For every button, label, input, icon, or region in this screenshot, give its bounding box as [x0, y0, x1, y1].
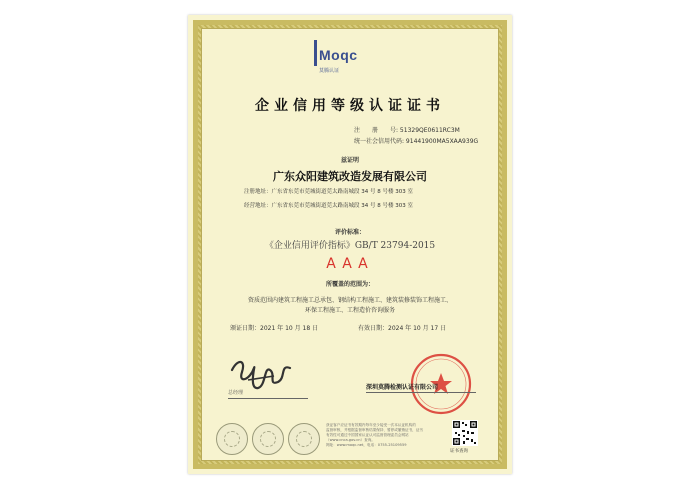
issuer-line — [366, 392, 476, 393]
logo-bar — [314, 40, 317, 66]
certificate-title: 企业信用等级认证证书 — [255, 98, 445, 114]
accreditation-badge — [252, 423, 284, 455]
scope-label: 所覆盖的范围为： — [325, 281, 374, 288]
company-name: 广东众阳建筑改造发展有限公司 — [273, 170, 427, 183]
notice-line: 监督审核，并根据监督审核结果保持、暂停或撤销证书，证书 — [326, 428, 424, 432]
logo-brand: Moqc — [319, 47, 358, 63]
registered-address: 注册地址：广东省东莞市莞城街道莞太路南城段 34 号 8 号楼 303 室 — [244, 189, 413, 195]
credit-grade: AAA — [326, 256, 374, 272]
accreditation-badge — [288, 423, 320, 455]
logo-sub: 莫腾认证 — [319, 68, 340, 74]
business-address: 经营地址：广东省东莞市莞城街道莞太路南城段 34 号 8 号楼 303 室 — [244, 203, 413, 209]
notice-line: 有效性可通过中国国家认证认可监督管理委员会网站 — [326, 433, 409, 437]
issuer-name: 深圳莫腾检测认证有限公司 — [366, 384, 439, 391]
certificate — [188, 15, 512, 474]
valid-date: 有效日期：2024 年 10 月 17 日 — [358, 325, 447, 332]
scope-line-1: 资质范围内建筑工程施工总承包、钢结构工程施工、建筑装修装饰工程施工、 — [247, 297, 452, 304]
qr-code[interactable] — [452, 420, 478, 446]
issue-date: 颁证日期：2021 年 10 月 18 日 — [230, 325, 319, 332]
qr-label: 证书查询 — [450, 449, 468, 454]
standard-label: 评价标准： — [334, 229, 365, 236]
notice-line: （www.cnca.gov.cn）查询。 — [326, 438, 375, 442]
certificate-notice — [326, 423, 446, 448]
evaluation-standard: 《企业信用评价指标》GB/T 23794-2015 — [264, 241, 436, 251]
signer-label: 总经理 — [228, 390, 244, 396]
accreditation-badge — [216, 423, 248, 455]
notice-line: 获证客户应证书有效期内每年至少接受一次本认证机构的 — [326, 423, 416, 427]
cert-intro: 兹证明 — [340, 157, 359, 164]
registration-number: 注 册 号: 51329QE0611RC3M — [354, 127, 460, 134]
scope-line-2: 环保工程施工、工程造价咨询服务 — [304, 307, 395, 314]
signature-line — [228, 398, 308, 399]
credit-code: 统一社会信用代码: 91441900MA5XAA939G — [354, 138, 479, 145]
notice-line: 网址：www.moqc.net，电话：0755-25109559 — [326, 443, 407, 447]
moqc-logo — [312, 37, 368, 77]
